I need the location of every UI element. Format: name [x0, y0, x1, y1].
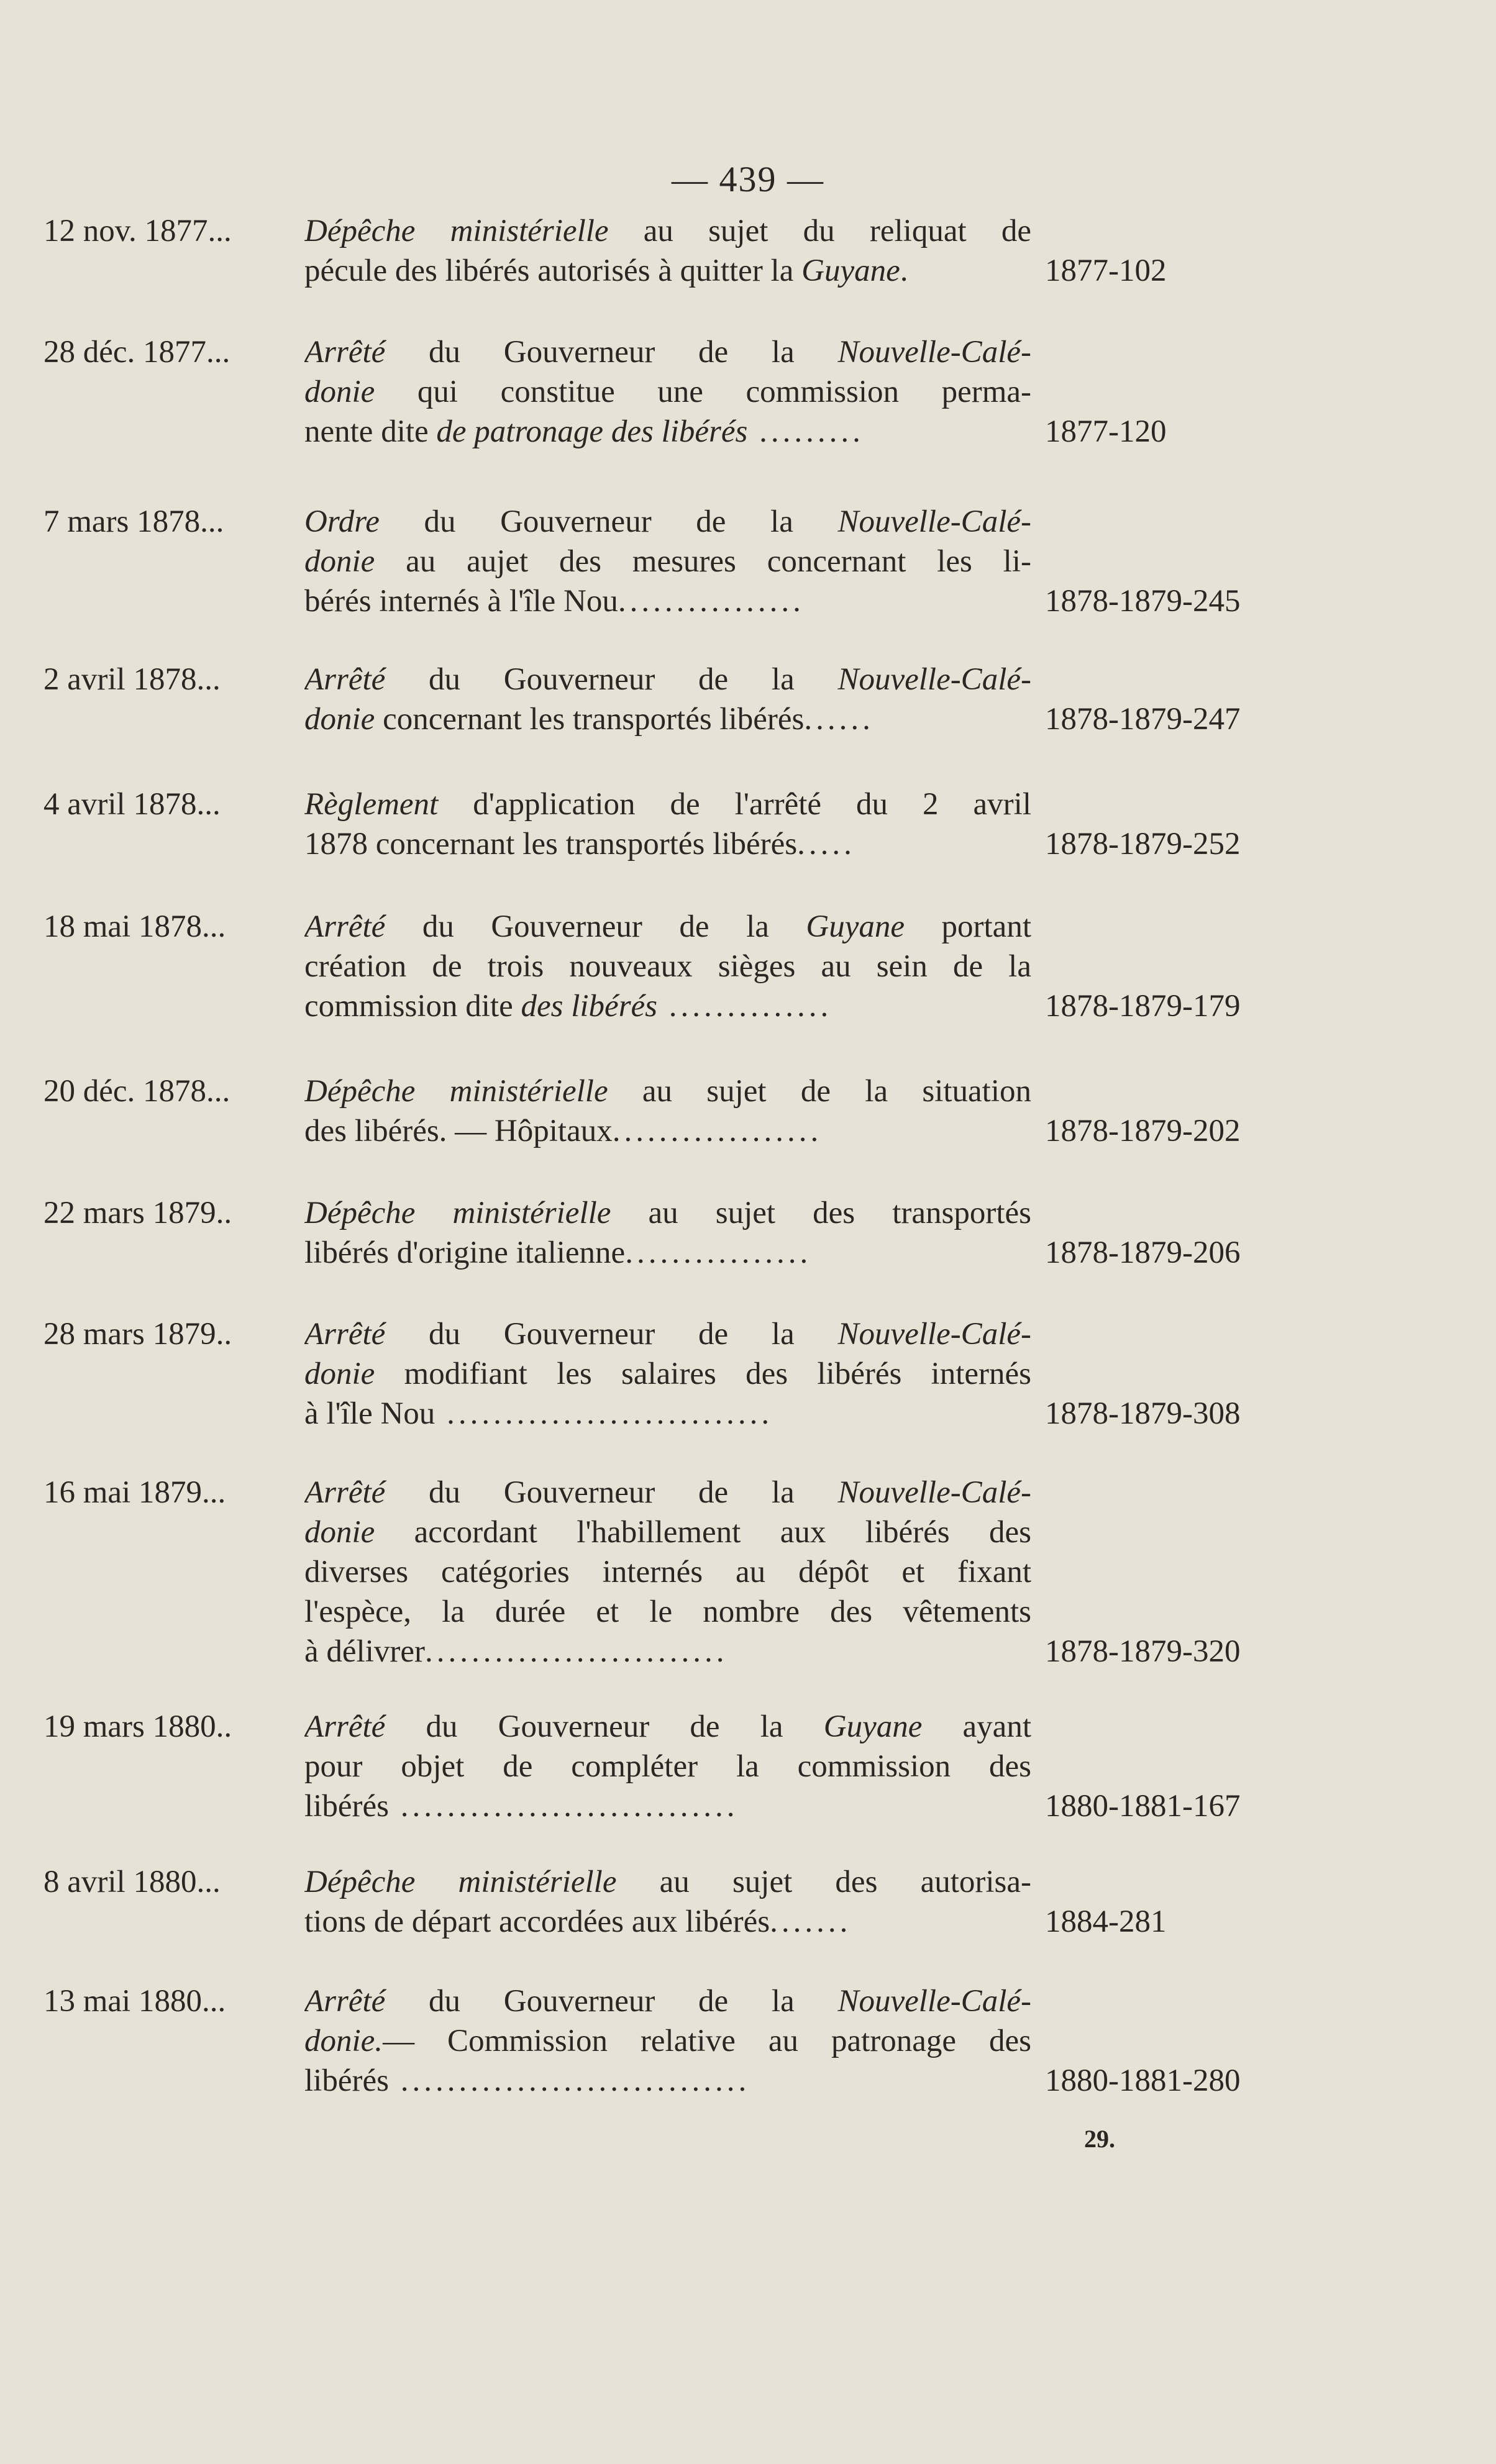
description-line: [304, 251, 1031, 291]
italic-text: Dépêche ministérielle: [304, 1074, 608, 1109]
entry-description: [304, 502, 1031, 621]
entry-reference: 1878-1879-179: [1045, 989, 1241, 1024]
entry-description: [304, 660, 1031, 739]
entry-description: [304, 907, 1031, 1026]
description-line: [304, 1632, 1031, 1671]
entry-description: [304, 211, 1031, 291]
italic-text: donie: [304, 702, 375, 737]
entry-description: [304, 1193, 1031, 1273]
italic-text: Règlement: [304, 787, 439, 822]
italic-text: Arrêté: [304, 335, 386, 370]
italic-text: Nouvelle-Calé-: [837, 1475, 1031, 1510]
page-number: — 439 —: [672, 159, 824, 199]
italic-text: Nouvelle-Calé-: [837, 1984, 1031, 2019]
text: au sujet des transportés: [611, 1196, 1031, 1230]
entry-date: 4 avril 1878...: [43, 787, 221, 822]
leader-dots: ..............................: [388, 2063, 750, 2098]
text: pécule des libérés autorisés à quitter la: [304, 253, 802, 288]
text: du Gouverneur de la: [385, 1475, 838, 1510]
text: du Gouverneur de la: [385, 662, 838, 697]
leader-dots: ................: [618, 584, 805, 619]
description-line: [304, 542, 1031, 581]
italic-text: donie: [304, 544, 375, 579]
leader-dots: .......: [770, 1904, 852, 1939]
description-line: [304, 1233, 1031, 1273]
italic-text: Dépêche ministérielle: [304, 214, 609, 248]
description-line: [304, 1902, 1031, 1942]
text: accordant l'habillement aux libérés des: [375, 1515, 1031, 1550]
text: d'application de l'arrêté du 2 avril: [438, 787, 1031, 822]
text: bérés internés à l'île Nou: [304, 584, 618, 619]
description-line: [304, 1111, 1031, 1151]
description-line: [304, 1786, 1031, 1826]
text: à délivrer: [304, 1634, 425, 1669]
text: tions de départ accordées aux libérés: [304, 1904, 770, 1939]
leader-dots: .....: [797, 827, 855, 861]
italic-text: Arrêté: [304, 1709, 386, 1744]
description-line: [304, 947, 1031, 986]
entry-description: [304, 1862, 1031, 1942]
entry-date: 19 mars 1880..: [43, 1709, 232, 1744]
italic-text: Nouvelle-Calé-: [837, 1317, 1031, 1352]
italic-text: Guyane: [806, 909, 905, 944]
text: création de trois nouveaux sièges au sein de la: [304, 949, 1031, 984]
entry-date: 8 avril 1880...: [43, 1865, 221, 1899]
entry-reference: 1878-1879-202: [1045, 1114, 1241, 1148]
description-line: [304, 784, 1031, 824]
signature-mark: 29.: [1084, 2125, 1115, 2153]
description-line: [304, 502, 1031, 542]
entry-reference: 1878-1879-252: [1045, 827, 1241, 861]
description-line: [304, 1747, 1031, 1786]
entry-description: [304, 1314, 1031, 1434]
italic-text: Nouvelle-Calé-: [837, 662, 1031, 697]
text: — Commission relative au patronage des: [383, 2024, 1031, 2058]
description-line: [304, 1193, 1031, 1233]
text: concernant les transportés libérés: [375, 702, 805, 737]
text: modifiant les salaires des libérés internés: [375, 1357, 1031, 1391]
entry-date: 20 déc. 1878...: [43, 1074, 230, 1109]
italic-text: donie: [304, 1357, 375, 1391]
description-line: [304, 1981, 1031, 2021]
description-line: [304, 2061, 1031, 2101]
text: du Gouverneur de la: [379, 504, 838, 539]
italic-text: donie: [304, 375, 375, 409]
entry-reference: 1880-1881-280: [1045, 2063, 1241, 2098]
description-line: [304, 699, 1031, 739]
entry-description: [304, 1981, 1031, 2101]
entry-reference: 1878-1879-308: [1045, 1396, 1241, 1431]
italic-text: Dépêche ministérielle: [304, 1865, 617, 1899]
italic-text: Dépêche ministérielle: [304, 1196, 611, 1230]
leader-dots: .........: [747, 414, 864, 449]
entry-date: 28 déc. 1877...: [43, 335, 230, 370]
description-line: [304, 332, 1031, 372]
italic-text: donie: [304, 1515, 375, 1550]
leader-dots: ................: [625, 1235, 812, 1270]
entry-date: 2 avril 1878...: [43, 662, 221, 697]
description-line: [304, 1473, 1031, 1512]
italic-text: Arrêté: [304, 909, 386, 944]
description-line: [304, 1552, 1031, 1592]
description-line: [304, 660, 1031, 699]
entry-reference: 1877-102: [1045, 253, 1167, 288]
entry-date: 7 mars 1878...: [43, 504, 224, 539]
description-line: [304, 1354, 1031, 1394]
description-line: [304, 1592, 1031, 1632]
italic-text: Guyane: [801, 253, 900, 288]
text: du Gouverneur de la: [385, 909, 806, 944]
entry-reference: 1878-1879-206: [1045, 1235, 1241, 1270]
description-line: [304, 986, 1031, 1026]
text: .: [900, 253, 908, 288]
entry-description: [304, 1071, 1031, 1151]
leader-dots: ..............: [657, 989, 832, 1024]
text: des libérés. — Hôpitaux: [304, 1114, 613, 1148]
description-line: [304, 1512, 1031, 1552]
text: qui constitue une commission perma-: [375, 375, 1031, 409]
text: du Gouverneur de la: [385, 335, 838, 370]
entry-description: [304, 1707, 1031, 1826]
entry-date: 18 mai 1878...: [43, 909, 226, 944]
leader-dots: ..........................: [424, 1634, 728, 1669]
italic-text: donie.: [304, 2024, 383, 2058]
italic-text: Arrêté: [304, 1317, 386, 1352]
italic-text: Guyane: [823, 1709, 923, 1744]
text: portant: [905, 909, 1031, 944]
entry-reference: 1884-281: [1045, 1904, 1167, 1939]
description-line: [304, 2021, 1031, 2061]
text: l'espèce, la durée et le nombre des vêtements: [304, 1594, 1031, 1629]
description-line: [304, 412, 1031, 452]
entry-date: 16 mai 1879...: [43, 1475, 226, 1510]
text: au aujet des mesures concernant les li-: [375, 544, 1031, 579]
entry-description: [304, 784, 1031, 864]
description-line: [304, 1707, 1031, 1747]
entry-reference: 1880-1881-167: [1045, 1789, 1241, 1824]
text: libérés: [304, 2063, 389, 2098]
italic-text: Nouvelle-Calé-: [837, 335, 1031, 370]
text: diverses catégories internés au dépôt et fixant: [304, 1555, 1031, 1589]
entry-description: [304, 332, 1031, 452]
italic-text: Arrêté: [304, 662, 386, 697]
text: du Gouverneur de la: [385, 1984, 838, 2019]
description-line: [304, 581, 1031, 621]
text: au sujet de la situation: [608, 1074, 1031, 1109]
entry-reference: 1878-1879-320: [1045, 1634, 1241, 1669]
description-line: [304, 824, 1031, 864]
description-line: [304, 1394, 1031, 1434]
description-line: [304, 1314, 1031, 1354]
text: du Gouverneur de la: [385, 1317, 838, 1352]
description-line: [304, 1862, 1031, 1902]
text: au sujet du reliquat de: [608, 214, 1031, 248]
entry-date: 12 nov. 1877...: [43, 214, 232, 248]
leader-dots: ............................: [435, 1396, 773, 1431]
description-line: [304, 211, 1031, 251]
entry-reference: 1877-120: [1045, 414, 1167, 449]
entry-date: 13 mai 1880...: [43, 1984, 226, 2019]
leader-dots: .............................: [388, 1789, 739, 1824]
text: libérés d'origine italienne: [304, 1235, 626, 1270]
italic-text: Ordre: [304, 504, 380, 539]
text: pour objet de compléter la commission des: [304, 1749, 1031, 1784]
text: au sujet des autorisa-: [616, 1865, 1031, 1899]
text: ayant: [922, 1709, 1031, 1744]
text: à l'île Nou: [304, 1396, 436, 1431]
italic-text: Nouvelle-Calé-: [837, 504, 1031, 539]
description-line: [304, 1071, 1031, 1111]
italic-text: Arrêté: [304, 1475, 386, 1510]
text: du Gouverneur de la: [385, 1709, 824, 1744]
italic-text: Arrêté: [304, 1984, 386, 2019]
entry-date: 28 mars 1879..: [43, 1317, 232, 1352]
leader-dots: ......: [804, 702, 874, 737]
text: libérés: [304, 1789, 389, 1824]
text: 1878 concernant les transportés libérés: [304, 827, 798, 861]
entry-description: [304, 1473, 1031, 1671]
description-line: [304, 372, 1031, 412]
text: nente dite: [304, 414, 437, 449]
description-line: [304, 907, 1031, 947]
entry-reference: 1878-1879-247: [1045, 702, 1241, 737]
entry-reference: 1878-1879-245: [1045, 584, 1241, 619]
text: commission dite: [304, 989, 521, 1024]
italic-text: de patronage des libérés: [436, 414, 748, 449]
entry-date: 22 mars 1879..: [43, 1196, 232, 1230]
leader-dots: ..................: [612, 1114, 823, 1148]
italic-text: des libérés: [521, 989, 658, 1024]
